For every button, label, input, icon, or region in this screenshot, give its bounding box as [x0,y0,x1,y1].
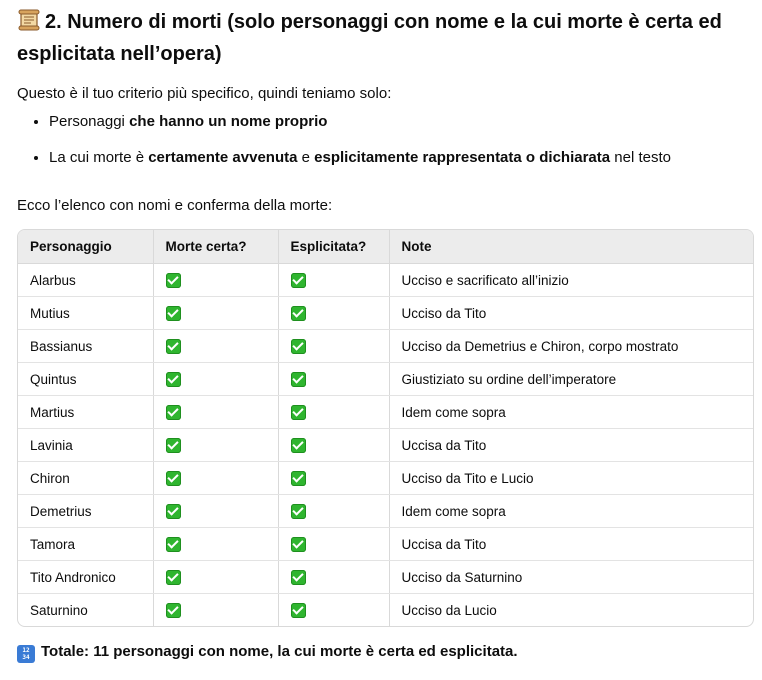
cell-esplicitata [278,594,389,627]
scroll-icon [17,9,41,31]
cell-esplicitata [278,330,389,363]
cell-esplicitata [278,396,389,429]
cell-morte-certa [153,429,278,462]
check-mark-icon [291,339,306,354]
cell-morte-certa [153,594,278,627]
cell-personaggio: Alarbus [18,264,153,297]
check-mark-icon [166,339,181,354]
check-mark-icon [166,273,181,288]
check-mark-icon [166,504,181,519]
cell-note: Ucciso da Demetrius e Chiron, corpo mostrato [389,330,753,363]
table-row [18,528,753,561]
cell-personaggio: Martius [18,396,153,429]
heading-text: 2. Numero di morti (solo personaggi con nome e la cui morte è certa ed esplicitata nell’opera) [17,11,722,65]
cell-note: Idem come sopra [389,495,753,528]
cell-esplicitata [278,561,389,594]
check-mark-icon [166,570,181,585]
cell-esplicitata [278,462,389,495]
check-mark-icon [291,273,306,288]
check-mark-icon [291,471,306,486]
cell-morte-certa [153,330,278,363]
cell-note: Ucciso da Saturnino [389,561,753,594]
cell-morte-certa [153,561,278,594]
cell-personaggio: Tito Andronico [18,561,153,594]
check-mark-icon [291,405,306,420]
table-row [18,429,753,462]
cell-note: Ucciso da Tito e Lucio [389,462,753,495]
check-mark-icon [166,471,181,486]
check-mark-icon [166,306,181,321]
section-heading [17,0,753,70]
cell-note: Ucciso da Lucio [401,602,497,618]
table-row [18,462,753,495]
deaths-table [17,229,754,627]
cell-personaggio: Bassianus [18,330,153,363]
table-lead-text: Ecco l’elenco con nomi e conferma della morte: [17,197,333,214]
cell-morte-certa [153,528,278,561]
check-mark-icon [291,438,306,453]
cell-morte-certa [153,462,278,495]
cell-note: Ucciso e sacrificato all’inizio [389,264,753,297]
criteria-list [17,111,753,169]
table-row [18,561,753,594]
cell-esplicitata [278,363,389,396]
cell-morte-certa [153,363,278,396]
cell-personaggio: Mutius [18,297,153,330]
cell-personaggio: Demetrius [18,495,153,528]
cell-morte-certa [153,264,278,297]
column-header-note: Note [389,230,753,264]
column-header-esplicitata: Esplicitata? [278,230,389,264]
cell-morte-certa [153,396,278,429]
check-mark-icon [291,570,306,585]
cell-esplicitata [278,264,389,297]
table-row [18,264,753,297]
table-row [18,396,753,429]
table-row [18,594,753,627]
column-header-morte-certa: Morte certa? [153,230,278,264]
table-row [18,297,753,330]
cell-personaggio: Tamora [18,528,153,561]
check-mark-icon [166,438,181,453]
cell-esplicitata [278,495,389,528]
cell-morte-certa [153,297,278,330]
cell-note: Giustiziato su ordine dell’imperatore [389,363,753,396]
check-mark-icon [291,504,306,519]
total-line [17,641,753,663]
column-header-personaggio: Personaggio [18,230,153,264]
cell-esplicitata [278,297,389,330]
check-mark-icon [166,537,181,552]
cell-note: Idem come sopra [389,396,753,429]
table-row [18,495,753,528]
table-row [18,363,753,396]
criteria-item: • Personaggi che hanno un nome proprio [49,111,753,133]
numbers-icon: 12 34 [17,645,35,663]
check-mark-icon [291,372,306,387]
cell-morte-certa [153,495,278,528]
check-mark-icon [291,537,306,552]
cell-personaggio: Saturnino [18,594,153,627]
check-mark-icon [291,603,306,618]
check-mark-icon [166,405,181,420]
intro-text: Questo è il tuo criterio più specifico, quindi teniamo solo: [17,85,392,102]
table-row [18,330,753,363]
cell-note: Ucciso da Tito [389,297,753,330]
table-header-row [18,230,753,264]
cell-note: Uccisa da Tito [389,528,753,561]
criteria-item: • La cui morte è certamente avvenuta e esplicitamente rappresentata o dichiarata nel testo [49,147,753,169]
cell-personaggio: Quintus [18,363,153,396]
table-body [18,264,753,627]
check-mark-icon [166,372,181,387]
cell-personaggio: Lavinia [18,429,153,462]
cell-personaggio: Chiron [18,462,153,495]
check-mark-icon [166,603,181,618]
check-mark-icon [291,306,306,321]
cell-esplicitata [278,429,389,462]
cell-esplicitata [278,528,389,561]
total-text: Totale: 11 personaggi con nome, la cui morte è certa ed esplicitata. [41,643,518,660]
cell-note: Uccisa da Tito [389,429,753,462]
